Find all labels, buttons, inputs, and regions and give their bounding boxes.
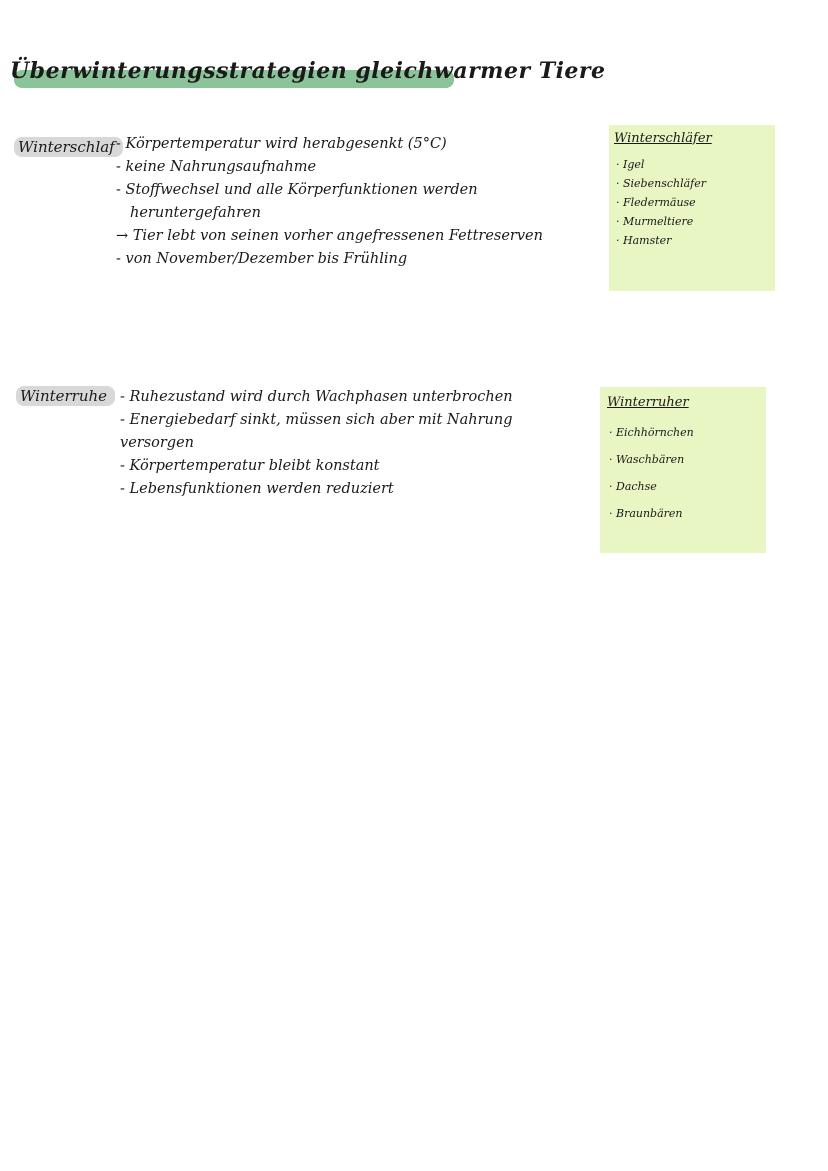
note-item: · Siebenschläfer (616, 177, 706, 190)
list-item: - Energiebedarf sinkt, müssen sich aber mit Nahrung versorgen (120, 412, 513, 451)
note-list (616, 155, 706, 250)
list-item: - Stoffwechsel und alle Körperfunktionen werden (116, 182, 478, 198)
bullet-list-winterschlaf (116, 133, 576, 271)
sticky-note-winterruher (600, 387, 766, 553)
list-item: heruntergefahren (130, 205, 261, 221)
note-item: · Waschbären (609, 453, 685, 466)
list-item: - von November/Dezember bis Frühling (116, 251, 408, 267)
list-item: - Lebensfunktionen werden reduziert (120, 481, 394, 497)
list-item: - Körpertemperatur wird herabgesenkt (5°C) (116, 136, 447, 152)
note-item: · Hamster (616, 234, 672, 247)
sticky-note-winterschlaefer (609, 125, 775, 291)
note-title: Winterschläfer (614, 131, 712, 146)
note-item: · Braunbären (609, 507, 683, 520)
list-item: - Ruhezustand wird durch Wachphasen unterbrochen (120, 389, 513, 405)
list-item: → Tier lebt von seinen vorher angefressenen Fettreserven (116, 228, 543, 244)
note-list (609, 419, 694, 527)
note-item: · Igel (616, 158, 645, 171)
note-item: · Murmeltiere (616, 215, 694, 228)
section-label-winterruhe: Winterruhe (16, 386, 115, 406)
list-item: - keine Nahrungsaufnahme (116, 159, 317, 175)
section-label-winterschlaf: Winterschlaf (14, 137, 123, 157)
page-title-block (10, 58, 606, 84)
bullet-list-winterruhe (120, 386, 580, 501)
note-item: · Fledermäuse (616, 196, 696, 209)
list-item: - Körpertemperatur bleibt konstant (120, 458, 380, 474)
note-title: Winterruher (607, 395, 689, 410)
note-item: · Dachse (609, 480, 657, 493)
note-item: · Eichhörnchen (609, 426, 694, 439)
page-title: Überwinterungsstrategien gleichwarmer Tiere (10, 58, 606, 84)
